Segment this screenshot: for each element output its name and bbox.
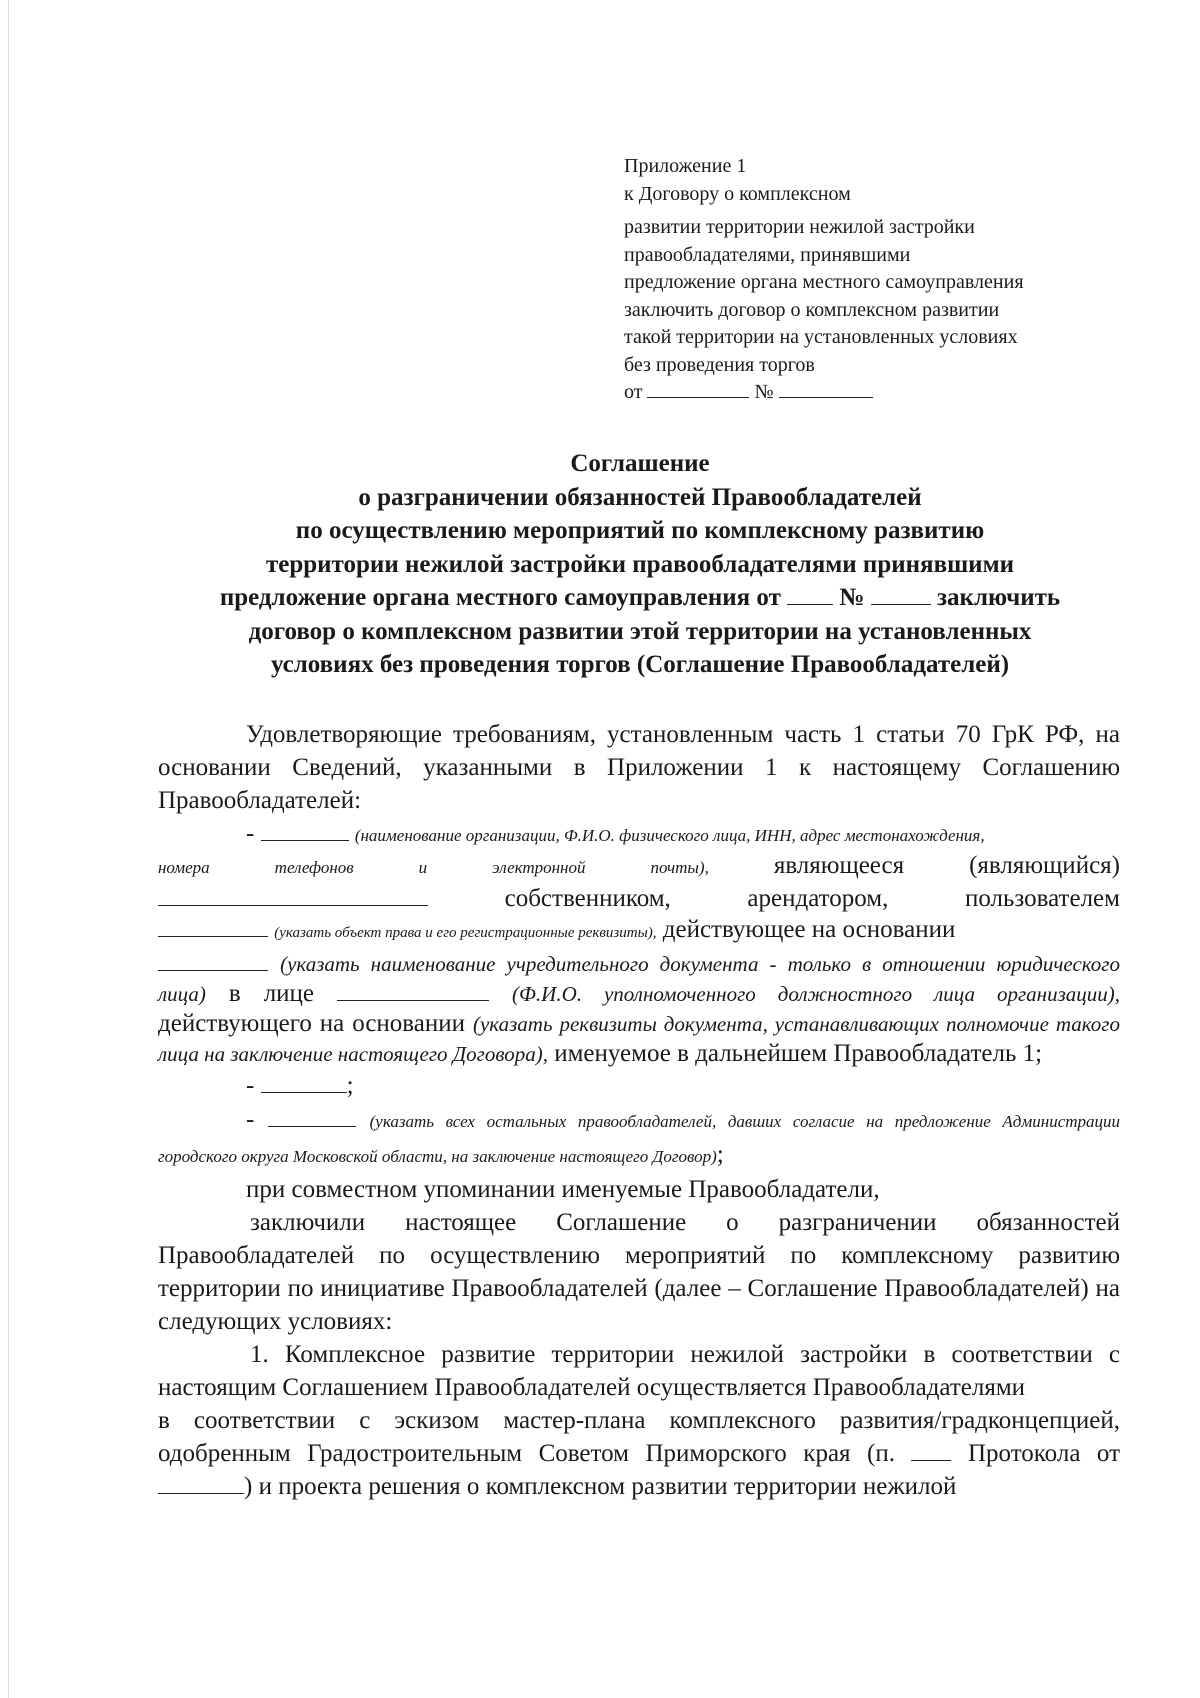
protocol-item-blank [911, 1442, 951, 1461]
title-line: территории нежилой застройки правообладателями принявшими [265, 550, 1015, 578]
title-line: по осуществлению мероприятий по комплексному развитию [295, 517, 985, 544]
item1-continued: в соответствии с эскизом мастер-плана комплексного развития/градконцепцией, одобренным Градостроительным Советом Приморского края (п. Протокола от ) и проекта решения о комплексном развитии территории нежилой [158, 1407, 1121, 1500]
title-line: условиях без проведения торгов (Соглашение Правообладателей) [270, 651, 1010, 678]
party2-blank [261, 1074, 347, 1093]
party1-doc-blank [158, 952, 268, 971]
concluded-paragraph: заключили настоящее Соглашение о разграничении обязанностей Правообладателей по осуществлению мероприятий по комплексному развитию территории по инициативе Правообладателей (далее – Соглашение Правообладателей) на следующих условиях: [158, 1209, 1120, 1335]
party2-line: - ; [246, 1072, 354, 1099]
annex-line: без проведения торгов [624, 353, 815, 376]
annex-line: к Договору о комплексном [624, 182, 851, 205]
annex-line: такой территории на установленных условиях [624, 326, 1018, 348]
document-body [158, 718, 1120, 1503]
number-sign: № [754, 381, 774, 403]
party1-object-blank [158, 918, 268, 937]
title-line: договор о комплексном развитии этой территории на установленных [248, 617, 1032, 645]
protocol-date-blank [158, 1475, 244, 1494]
date-prefix: от [624, 381, 643, 403]
annex-line: правообладателями, принявшими [624, 243, 911, 266]
other-parties: - (указать всех остальных правообладателей, давших согласие на предложение Администрации городского округа Московской области, на заключение настоящего Договор); [158, 1106, 1121, 1168]
party1-owner-blank [158, 887, 428, 906]
title-date-blank [787, 586, 833, 605]
title-line-with-blanks: предложение органа местного самоуправления от № заключить [219, 584, 1061, 611]
party1-person-blank [337, 982, 489, 1001]
annex-line: развитии территории нежилой застройки [624, 216, 975, 238]
title-line: Соглашение [570, 450, 710, 477]
title-number-blank [871, 586, 931, 605]
item1-paragraph: 1. Комплексное развитие территории нежилой застройки в соответствии с настоящим Соглашением Правообладателей осуществляется Правообладателями [158, 1341, 1120, 1401]
agreement-title [150, 447, 1130, 682]
annex-header [624, 153, 1144, 407]
annex-date-line [624, 379, 1144, 407]
annex-line: заключить договор о комплексном развитии [624, 298, 1000, 321]
date-blank [647, 379, 749, 398]
party1-name-blank [261, 822, 349, 841]
annex-line: предложение органа местного самоуправления [624, 271, 1024, 293]
scan-edge-line [8, 0, 9, 1698]
party1-hint: (наименование организации, Ф.И.О. физического лица, ИНН, адрес местонахождения, [354, 826, 985, 845]
number-blank [779, 379, 873, 398]
party1-block: - (наименование организации, Ф.И.О. физического лица, ИНН, адрес местонахождения, номера телефонов и электронной почты), являющееся (являющийся) собственником, арендатором, пользователем (указать объект права и его регистрационные реквизиты), действующее на основании (указать наименование учредительного документа - только в отношении юридического лица) в лице (Ф.И.О. уполномоченного должностного лица организации), действующего на основании (указать реквизиты документа, устанавливающих полномочие такого лица на заключение настоящего Договора), именуемое в дальнейшем Правообладатель 1; [158, 820, 1121, 1067]
others-blank [268, 1108, 356, 1127]
title-line: о разграничении обязанностей Правообладателей [358, 483, 922, 511]
annex-line: Приложение 1 [624, 155, 747, 177]
joint-mention: при совместном упоминании именуемые Правообладатели, [246, 1176, 880, 1203]
intro-paragraph: Удовлетворяющие требованиям, установленным часть 1 статьи 70 ГрК РФ, на основании Сведений, указанными в Приложении 1 к настоящему Соглашению Правообладателей: [158, 721, 1120, 814]
